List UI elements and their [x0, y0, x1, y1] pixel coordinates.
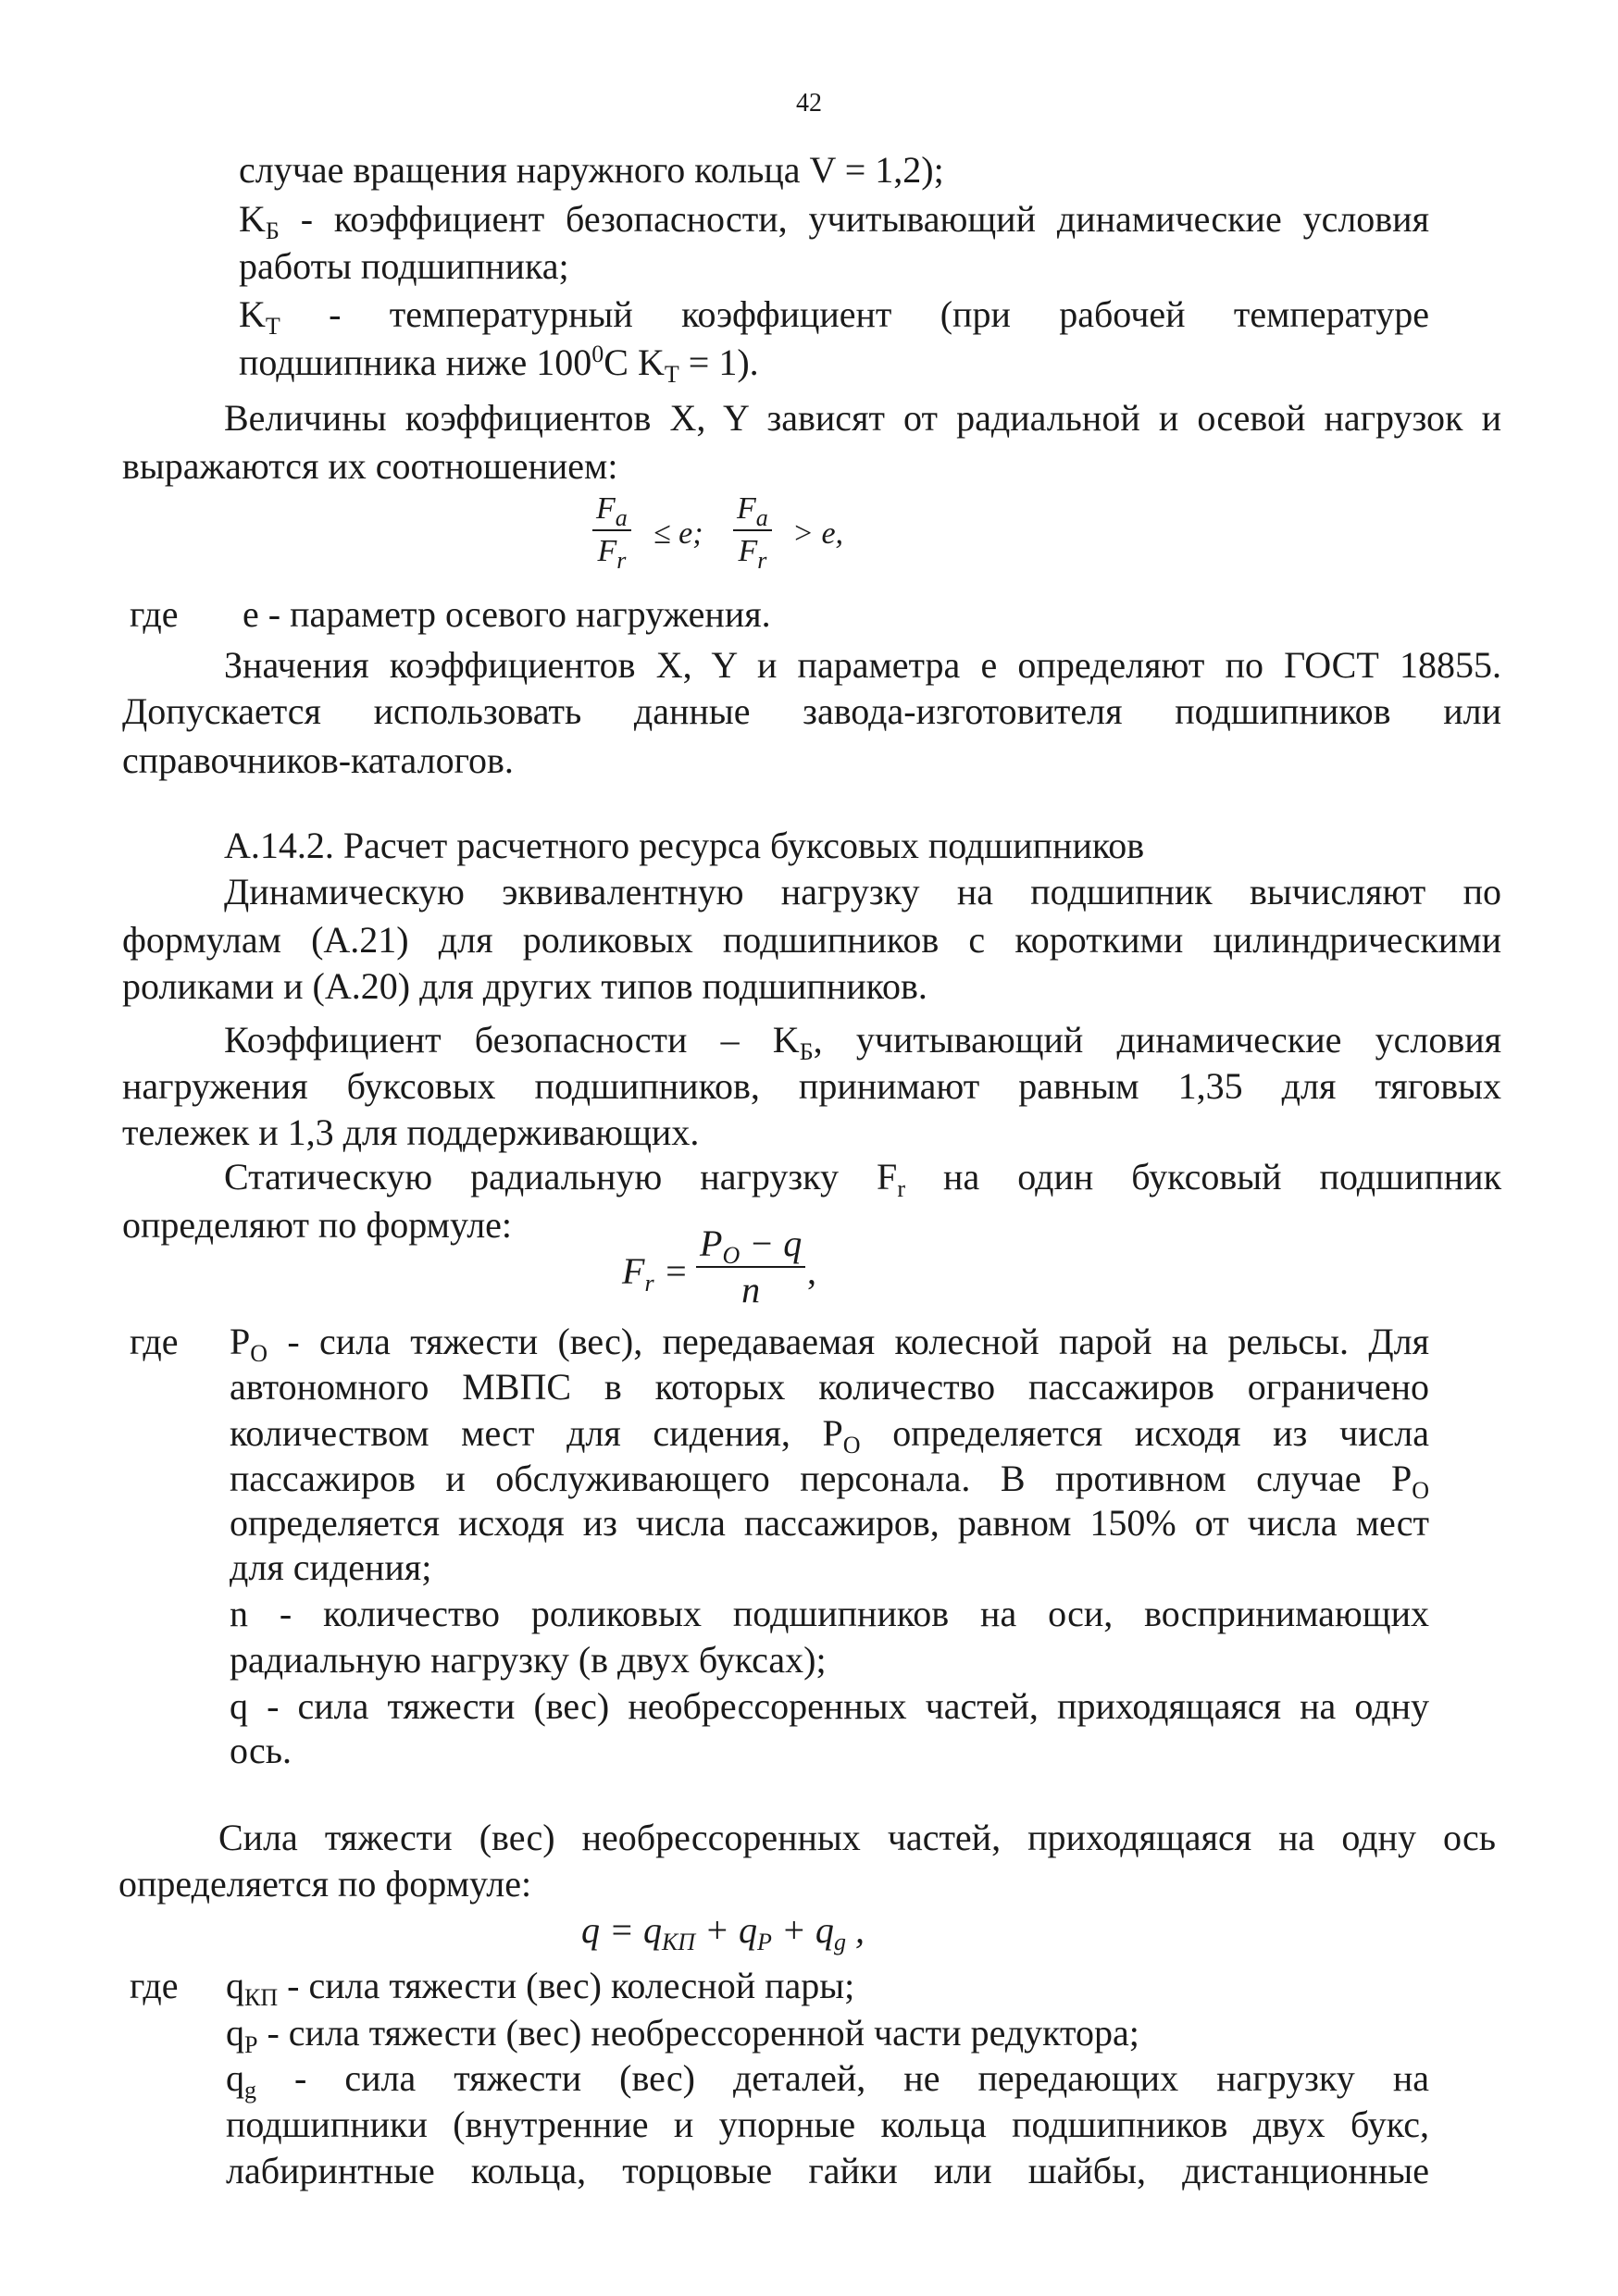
text-line: Статическую радиальную нагрузку $F_r$ на один буксовый подшипник [224, 1156, 1501, 1202]
text-line: Сила тяжести (вес) необрессоренных частей, приходящаяся на одну ось [218, 1817, 1496, 1858]
text-line: подшипники (внутренние и упорные кольца подшипников двух букс, [226, 2104, 1429, 2145]
ratio-fraction-2 [733, 489, 772, 572]
section-heading: А.14.2. Расчет расчетного ресурса буксовых подшипников [224, 825, 1145, 866]
text-line: $q_Р$ - сила тяжести (вес) необрессоренной части редуктора; [226, 2012, 1139, 2058]
text-line: автономного МВПС в которых количество пассажиров ограничено [230, 1366, 1429, 1408]
text-line: Допускается использовать данные завода-изготовителя подшипников или [122, 690, 1501, 732]
fraction-numerator: $F_a$ [737, 491, 768, 531]
text-line: Значения коэффициентов X, Y и параметра e определяют по ГОСТ 18855. [224, 644, 1501, 686]
text-line: $K_Т$ - температурный коэффициент (при рабочей температуре [239, 293, 1429, 340]
text-line: Величины коэффициентов X, Y зависят от радиальной и осевой нагрузок и [224, 397, 1501, 439]
text-line: $q_g$ - сила тяжести (вес) деталей, не передающих нагрузку на [226, 2057, 1429, 2104]
text-line: количеством мест для сидения, $P_O$ определяется исходя из числа [230, 1412, 1429, 1458]
relation: ≤ e; [653, 516, 703, 551]
text-line: выражаются их соотношением: [122, 445, 618, 487]
fraction-numerator: $F_a$ [596, 491, 628, 531]
formula-tail: , [807, 1250, 816, 1292]
text-line: определяется исходя из числа пассажиров, равном 150% от числа мест [230, 1502, 1429, 1544]
text-line: для сидения; [230, 1546, 432, 1588]
formula-lhs: $F_r$ = [622, 1250, 689, 1297]
text-line: $q_{КП}$ - сила тяжести (вес) колесной пары; [226, 1965, 855, 2011]
text-line: пассажиров и обслуживающего персонала. В противном случае $P_O$ [230, 1458, 1429, 1504]
text-line: роликами и (А.20) для других типов подшипников. [122, 965, 927, 1007]
text-line: $P_O$ - сила тяжести (вес), передаваемая колесной парой на рельсы. Для [230, 1321, 1429, 1367]
text-line: лабиринтные кольца, торцовые гайки или шайбы, дистанционные [226, 2150, 1429, 2191]
text-line: ось. [230, 1730, 292, 1771]
fraction-denominator: $F_r$ [592, 529, 631, 572]
ratio-fraction-1 [592, 489, 631, 572]
text-line: радиальную нагрузку (в двух буксах); [230, 1639, 827, 1681]
fraction-denominator: n [696, 1266, 805, 1312]
text-line: формулам (А.21) для роликовых подшипников с короткими цилиндрическими [122, 919, 1501, 961]
text-line: $K_Б$ - коэффициент безопасности, учитывающий динамические условия [239, 198, 1429, 244]
text-line: Динамическую эквивалентную нагрузку на подшипник вычисляют по [224, 871, 1501, 912]
formula-sum: $q = q_{КП} + q_Р + q_g$ , [581, 1909, 865, 1955]
text-line: случае вращения наружного кольца V = 1,2); [239, 149, 944, 191]
text-line: Коэффициент безопасности – $K_Б$, учитывающий динамические условия [224, 1019, 1502, 1065]
text-line: определяют по формуле: [122, 1204, 513, 1246]
page-number: 42 [796, 89, 822, 118]
where-label: где [130, 1965, 179, 2006]
relation: > e, [792, 516, 844, 551]
fraction-denominator: $F_r$ [733, 529, 772, 572]
text-line: тележек и 1,3 для поддерживающих. [122, 1111, 700, 1153]
where-label: где [130, 1321, 179, 1362]
text-line: справочников-каталогов. [122, 739, 514, 781]
text-line: работы подшипника; [239, 245, 569, 287]
text-line: n - количество роликовых подшипников на оси, воспринимающих [230, 1593, 1429, 1634]
where-label: где [130, 593, 179, 635]
text-line: нагружения буксовых подшипников, принимают равным 1,35 для тяговых [122, 1065, 1501, 1107]
text-line: e - параметр осевого нагружения. [243, 593, 771, 635]
text-line: q - сила тяжести (вес) необрессоренных частей, приходящаяся на одну [230, 1685, 1429, 1727]
text-line: подшипника ниже $100^0C$ $K_Т = 1$). [239, 341, 759, 388]
text-line: определяется по формуле: [118, 1863, 532, 1905]
formula-fraction [696, 1222, 805, 1312]
fraction-numerator: $P_O - q$ [700, 1222, 803, 1269]
